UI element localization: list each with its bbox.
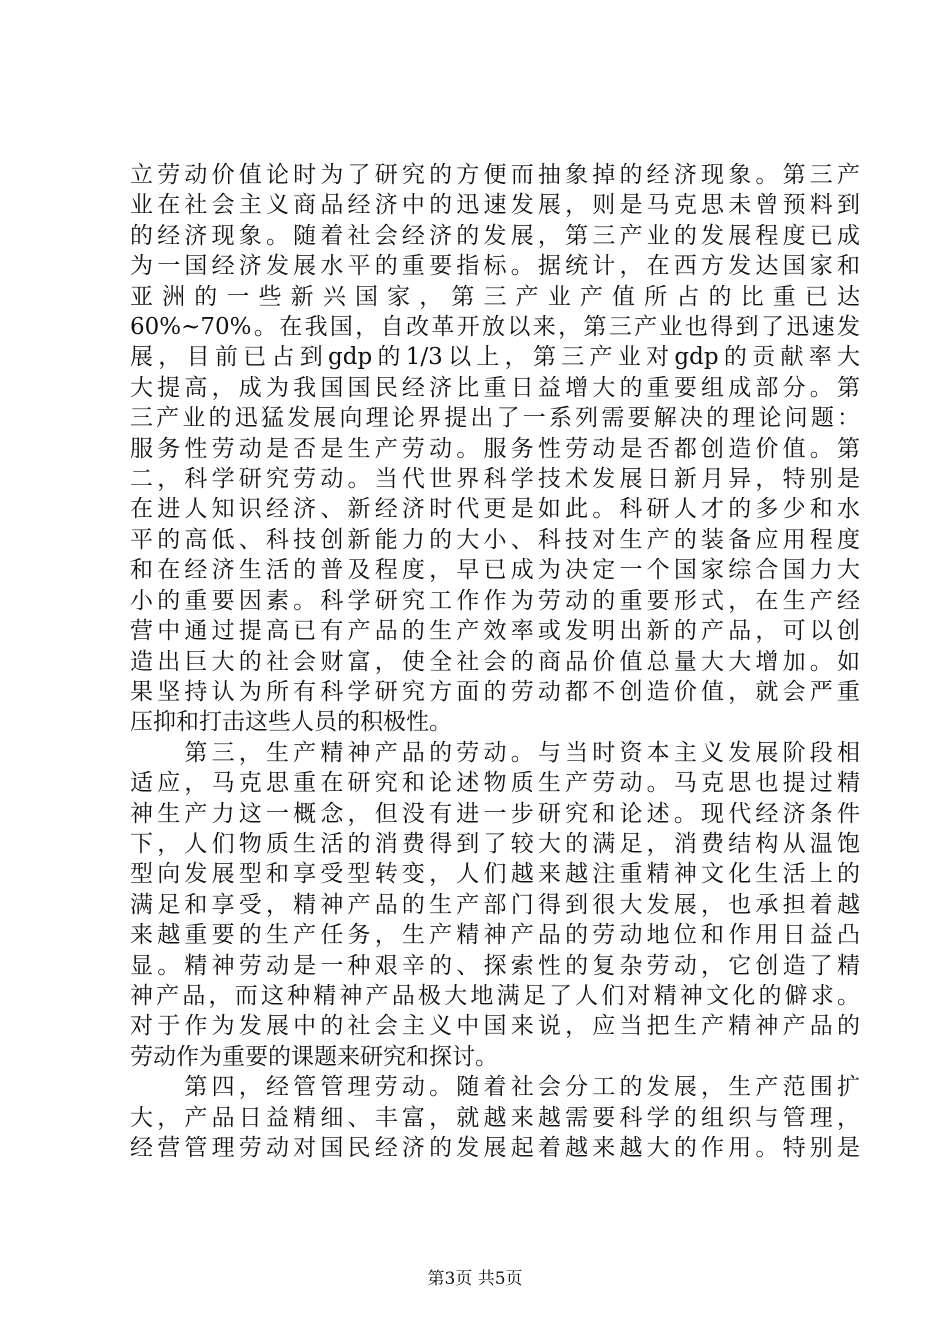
text-line: 对于作为发展中的社会主义中国来说，应当把生产精神产品的 [130, 1013, 860, 1040]
text-line: 展，目前已占到gdp的1/3以上，第三产业对gdp的贡献率大 [130, 344, 860, 371]
text-line: 下，人们物质生活的消费得到了较大的满足，消费结构从温饱 [130, 830, 860, 857]
text-line: 造出巨大的社会财富，使全社会的商品价值总量大大增加。如 [130, 648, 860, 675]
text-line: 业在社会主义商品经济中的迅速发展，则是马克思未曾预料到 [130, 192, 860, 219]
text-line: 型向发展型和享受型转变，人们越来越注重精神文化生活上的 [130, 861, 860, 888]
text-line: 神产品，而这种精神产品极大地满足了人们对精神文化的僻求。 [130, 982, 860, 1009]
text-line: 大提高，成为我国国民经济比重日益增大的重要组成部分。第 [130, 374, 860, 401]
text-line: 立劳动价值论时为了研究的方便而抽象掉的经济现象。第三产 [130, 162, 860, 188]
text-line: 在进人知识经济、新经济时代更是如此。科研人才的多少和水 [130, 496, 860, 523]
text-line: 第三，生产精神产品的劳动。与当时资本主义发展阶段相 [130, 739, 860, 766]
text-line: 和在经济生活的普及程度，早已成为决定一个国家综合国力大 [130, 557, 860, 584]
text-line: 为一国经济发展水平的重要指标。据统计，在西方发达国家和 [130, 253, 860, 280]
text-line: 第四，经管管理劳动。随着社会分工的发展，生产范围扩 [130, 1074, 860, 1101]
text-line: 小的重要因素。科学研究工作作为劳动的重要形式，在生产经 [130, 587, 860, 614]
text-line: 压抑和打击这些人员的积极性。 [130, 709, 452, 736]
text-line: 经营管理劳动对国民经济的发展起着越来越大的作用。特别是 [130, 1135, 860, 1161]
text-line: 营中通过提高已有产品的生产效率或发明出新的产品，可以创 [130, 618, 860, 645]
text-line: 平的高低、科技创新能力的大小、科技对生产的装备应用程度 [130, 526, 860, 553]
page-number-footer: 第3页 共5页 [427, 1269, 523, 1289]
text-line: 三产业的迅猛发展向理论界提出了一系列需要解决的理论问题： [130, 405, 860, 432]
text-line: 果坚持认为所有科学研究方面的劳动都不创造价值，就会严重 [130, 678, 860, 705]
text-line: 满足和享受，精神产品的生产部门得到很大发展，也承担着越 [130, 891, 860, 918]
text-line: 显。精神劳动是一种艰辛的、探索性的复杂劳动，它创造了精 [130, 952, 860, 979]
body-text [130, 160, 860, 1163]
text-line: 的经济现象。随着社会经济的发展，第三产业的发展程度已成 [130, 222, 860, 249]
text-line: 亚洲的一些新兴国家，第三产业产值所占的比重已达 [130, 283, 860, 310]
text-line: 大，产品日益精细、丰富，就越来越需要科学的组织与管理， [130, 1104, 860, 1131]
text-line: 来越重要的生产任务，生产精神产品的劳动地位和作用日益凸 [130, 922, 860, 949]
text-line: 二，科学研究劳动。当代世界科学技术发展日新月异，特别是 [130, 466, 860, 493]
text-line: 60%~70%。在我国，自改革开放以来，第三产业也得到了迅速发 [130, 314, 860, 341]
text-line: 劳动作为重要的课题来研究和探讨。 [130, 1043, 498, 1070]
text-line: 服务性劳动是否是生产劳动。服务性劳动是否都创造价值。第 [130, 435, 860, 462]
text-line: 神生产力这一概念，但没有进一步研究和论述。现代经济条件 [130, 800, 860, 827]
text-line: 适应，马克思重在研究和论述物质生产劳动。马克思也提过精 [130, 770, 860, 797]
